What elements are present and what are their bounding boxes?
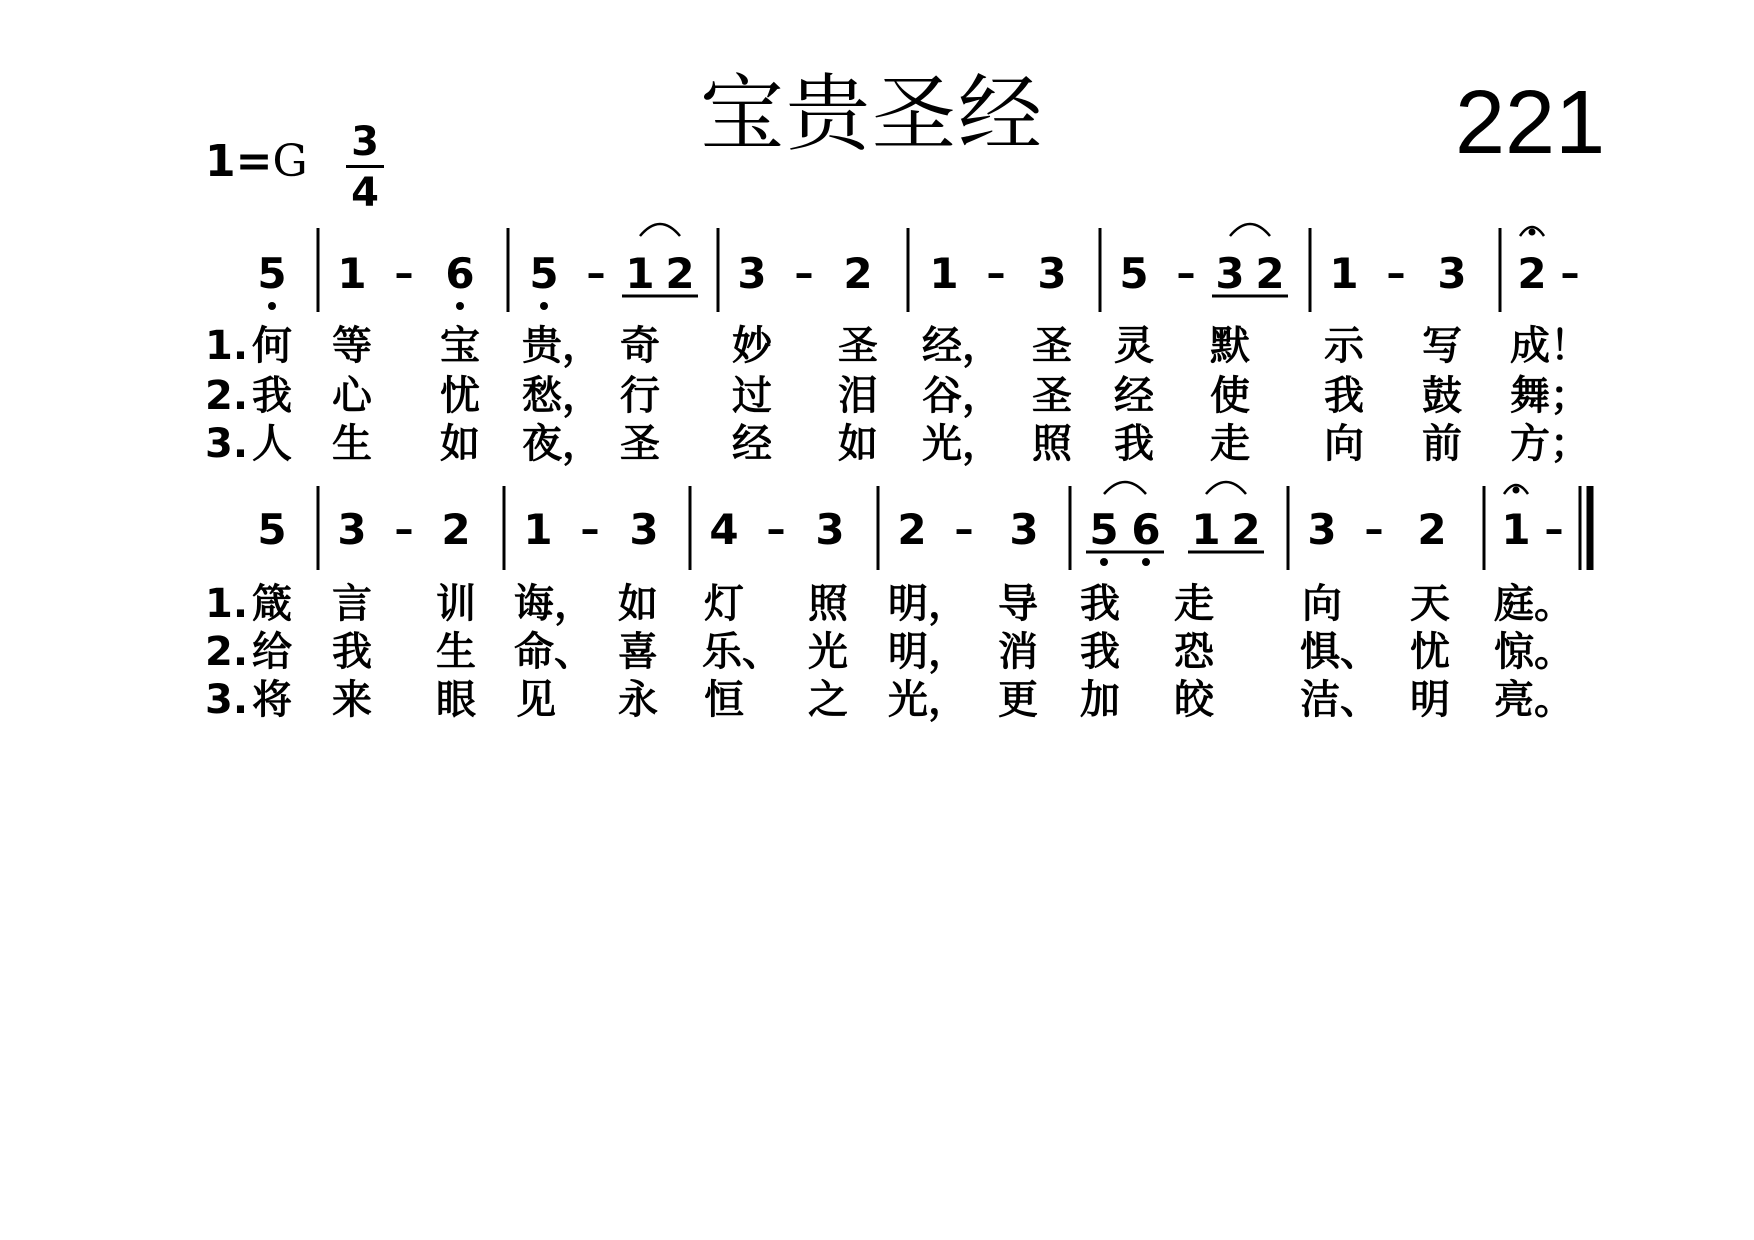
note: 2 [1231, 505, 1261, 554]
lyric-syllable: 圣 [838, 323, 878, 369]
verse-number: 3. [205, 421, 249, 467]
lyric-syllable: 亮。 [1494, 677, 1574, 723]
lyric-syllable: 如 [618, 581, 658, 627]
lyric-syllable: 忧 [440, 373, 480, 419]
lyric-syllable: 箴 [252, 581, 292, 627]
note: 2 [1517, 249, 1547, 298]
sustain-dash: – [1544, 507, 1564, 551]
lyric-syllable: 加 [1080, 677, 1120, 723]
sustain-dash: – [1176, 251, 1196, 295]
note: 1 [523, 505, 553, 554]
note: 3 [1437, 249, 1467, 298]
lyric-syllable: 写 [1422, 323, 1462, 369]
lyric-syllable: 使 [1210, 373, 1250, 419]
lyric-syllable: 经 [1114, 373, 1154, 419]
sustain-dash: – [580, 507, 600, 551]
lyric-syllable: 忧 [1410, 629, 1450, 675]
lyric-syllable: 乐、 [702, 629, 782, 675]
lyric-syllable: 默 [1210, 323, 1250, 369]
lyric-syllable: 喜 [618, 629, 658, 675]
note: 3 [1009, 505, 1039, 554]
lyric-syllable: 明， [888, 581, 968, 627]
lyric-syllable: 将 [252, 677, 292, 723]
lyric-syllable: 示 [1324, 323, 1364, 369]
note: 3 [815, 505, 845, 554]
lyric-syllable: 经， [922, 323, 1002, 369]
note: 3 [337, 505, 367, 554]
lyric-syllable: 鼓 [1422, 373, 1462, 419]
time-signature-bottom: 4 [351, 170, 379, 216]
note: 3 [1215, 249, 1245, 298]
sustain-dash: – [394, 251, 414, 295]
lyric-syllable: 光 [808, 629, 848, 675]
lyric-syllable: 明， [888, 629, 968, 675]
lyric-syllable: 庭。 [1494, 581, 1574, 627]
fermata-dot [1513, 487, 1520, 494]
lyric-syllable: 圣 [620, 421, 660, 467]
lyric-syllable: 之 [808, 677, 848, 723]
low-octave-dot [1100, 558, 1108, 566]
note: 5 [1089, 505, 1119, 554]
note: 1 [337, 249, 367, 298]
hymn-number: 221 [1455, 73, 1606, 173]
lyric-syllable: 照 [1032, 421, 1072, 467]
lyric-syllable: 灯 [704, 581, 744, 627]
lyric-syllable: 成！ [1510, 323, 1590, 369]
note: 5 [529, 249, 559, 298]
song-title: 宝贵圣经 [700, 65, 1045, 163]
lyric-syllable: 我 [1080, 581, 1120, 627]
lyric-syllable: 方； [1510, 421, 1590, 467]
note: 2 [1417, 505, 1447, 554]
lyric-syllable: 舞； [1510, 373, 1590, 419]
time-signature-top: 3 [351, 119, 379, 165]
lyric-syllable: 生 [436, 629, 476, 675]
note: 2 [897, 505, 927, 554]
note: 2 [1255, 249, 1285, 298]
note: 1 [1191, 505, 1221, 554]
note: 2 [843, 249, 873, 298]
lyric-syllable: 永 [618, 677, 658, 723]
note: 5 [1119, 249, 1149, 298]
slur [1206, 482, 1246, 494]
lyric-syllable: 妙 [732, 323, 772, 369]
lyric-syllable: 圣 [1032, 323, 1072, 369]
lyric-syllable: 过 [732, 373, 772, 419]
lyric-syllable: 谷， [922, 373, 1002, 419]
lyric-syllable: 我 [1080, 629, 1120, 675]
lyric-syllable: 经 [732, 421, 772, 467]
lyric-syllable: 明 [1410, 677, 1450, 723]
sustain-dash: – [1364, 507, 1384, 551]
sustain-dash: – [1386, 251, 1406, 295]
verse-number: 2. [205, 373, 249, 419]
lyric-syllable: 来 [332, 677, 372, 723]
sustain-dash: – [954, 507, 974, 551]
note: 1 [625, 249, 655, 298]
lyric-syllable: 命、 [514, 629, 594, 675]
lyric-syllable: 诲， [514, 581, 594, 627]
verse-number: 3. [205, 677, 249, 723]
lyric-syllable: 向 [1324, 421, 1364, 467]
lyric-syllable: 灵 [1114, 323, 1154, 369]
lyric-syllable: 我 [332, 629, 372, 675]
key-letter: G [272, 136, 308, 187]
low-octave-dot [1142, 558, 1150, 566]
lyric-syllable: 前 [1422, 421, 1462, 467]
lyric-syllable: 我 [1114, 421, 1154, 467]
lyric-syllable: 贵， [522, 323, 602, 369]
sustain-dash: – [794, 251, 814, 295]
lyric-syllable: 奇 [620, 323, 660, 369]
lyric-syllable: 消 [998, 629, 1038, 675]
lyric-syllable: 皎 [1174, 677, 1214, 723]
sustain-dash: – [394, 507, 414, 551]
sustain-dash: – [986, 251, 1006, 295]
note: 2 [441, 505, 471, 554]
lyric-syllable: 人 [252, 421, 292, 467]
lyric-syllable: 光， [888, 677, 968, 723]
lyric-syllable: 如 [838, 421, 878, 467]
note: 3 [737, 249, 767, 298]
note: 6 [1131, 505, 1161, 554]
key-prefix: 1= [205, 136, 273, 187]
lyric-syllable: 洁、 [1300, 677, 1380, 723]
lyric-syllable: 眼 [436, 677, 476, 723]
lyric-syllable: 我 [252, 373, 292, 419]
lyric-syllable: 等 [332, 323, 372, 369]
verse-number: 2. [205, 629, 249, 675]
lyric-syllable: 宝 [440, 323, 480, 369]
lyric-syllable: 行 [620, 373, 660, 419]
note-pickup: 5 [257, 505, 287, 554]
note: 1 [929, 249, 959, 298]
lyric-syllable: 我 [1324, 373, 1364, 419]
lyric-syllable: 向 [1302, 581, 1342, 627]
sustain-dash: – [586, 251, 606, 295]
lyric-syllable: 恐 [1174, 629, 1214, 675]
lyric-syllable: 泪 [838, 373, 878, 419]
sustain-dash: – [766, 507, 786, 551]
note: 3 [1037, 249, 1067, 298]
lyric-syllable: 愁， [522, 373, 602, 419]
lyric-syllable: 见 [516, 677, 556, 723]
note: 1 [1501, 505, 1531, 554]
lyric-syllable: 走 [1210, 421, 1250, 467]
verse-number: 1. [205, 581, 249, 627]
note: 3 [1307, 505, 1337, 554]
lyric-syllable: 圣 [1032, 373, 1072, 419]
lyric-syllable: 走 [1174, 581, 1214, 627]
note: 2 [665, 249, 695, 298]
lyric-syllable: 心 [332, 373, 372, 419]
lyric-syllable: 导 [998, 581, 1038, 627]
note: 3 [629, 505, 659, 554]
slur [1104, 482, 1146, 494]
lyric-syllable: 恒 [704, 677, 744, 723]
lyric-syllable: 训 [436, 581, 476, 627]
lyric-syllable: 生 [332, 421, 372, 467]
lyric-syllable: 何 [252, 323, 292, 369]
lyric-syllable: 更 [998, 677, 1038, 723]
sustain-dash: – [1560, 251, 1580, 295]
lyric-syllable: 夜， [522, 421, 602, 467]
lyric-syllable: 言 [332, 581, 372, 627]
note: 4 [709, 505, 739, 554]
lyric-syllable: 惊。 [1494, 629, 1574, 675]
lyric-syllable: 给 [252, 629, 292, 675]
lyric-syllable: 惧、 [1300, 629, 1380, 675]
note-pickup: 5 [257, 249, 287, 298]
lyric-syllable: 光， [922, 421, 1002, 467]
note: 1 [1329, 249, 1359, 298]
note: 6 [445, 249, 475, 298]
lyric-syllable: 照 [808, 581, 848, 627]
lyric-syllable: 如 [440, 421, 480, 467]
lyric-syllable: 天 [1410, 581, 1450, 627]
verse-number: 1. [205, 323, 249, 369]
